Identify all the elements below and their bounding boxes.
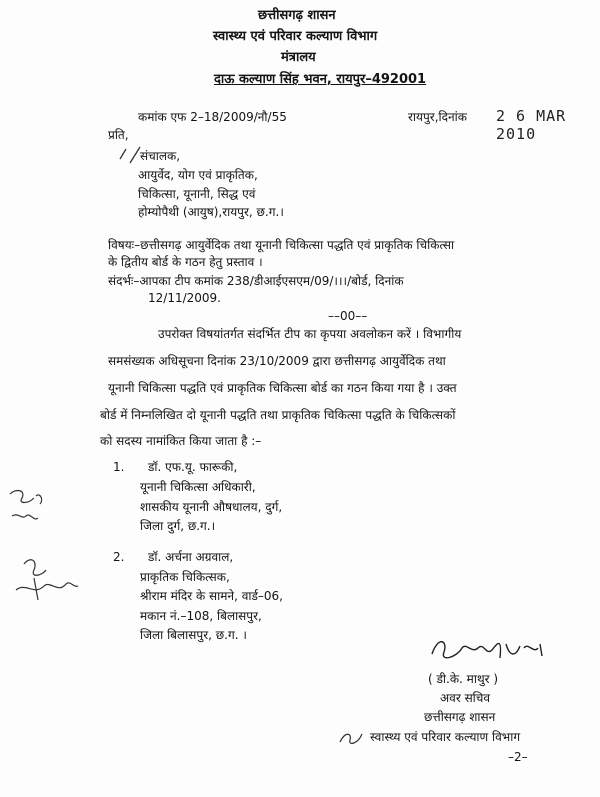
member-number: 2.	[113, 550, 125, 564]
place-date-label: रायपुर,दिनांक	[408, 110, 467, 124]
body-line: उपरोक्त विषयांतर्गत संदर्भित टीप का कृपया अवलोकन करें । विभागीय	[158, 327, 462, 341]
member-line: मकान नं.–108, बिलासपुर,	[140, 609, 262, 623]
recipient-line: होम्योपैथी (आयुष),रायपुर, छ.ग.।	[138, 205, 284, 219]
header-govt: छत्तीसगढ़ शासन	[258, 8, 336, 23]
member-line: श्रीराम मंदिर के सामने, वार्ड–06,	[140, 589, 283, 603]
page-continuation: –2–	[508, 750, 528, 764]
body-line: यूनानी चिकित्सा पद्धति एवं प्राकृतिक चिकित्सा बोर्ड का गठन किया गया है । उक्त	[108, 381, 457, 395]
header-ministry: मंत्रालय	[281, 50, 316, 65]
member-line: डॉ. एफ.यू. फारूकी,	[148, 460, 238, 474]
member-line: शासकीय यूनानी औषधालय, दुर्ग,	[140, 500, 283, 514]
member-line: प्राकृतिक चिकित्सक,	[140, 570, 230, 584]
reference-number: कमांक एफ 2–18/2009/नौ/55	[138, 110, 287, 124]
signatory-name: ( डी.के. माथुर )	[428, 672, 499, 686]
date-stamp: 2 6 MAR 2010	[496, 107, 567, 143]
signatory-designation: अवर सचिव	[440, 691, 491, 705]
subject-line: विषयः–छत्तीसगढ़ आयुर्वेदिक तथा यूनानी चिकित्सा पद्धति एवं प्राकृतिक चिकित्सा	[108, 238, 455, 252]
initial-mark	[338, 726, 368, 748]
member-line: डॉ. अर्चना अग्रवाल,	[148, 550, 234, 564]
prati-label: प्रति,	[108, 128, 129, 142]
recipient-line: संचालक,	[140, 149, 181, 163]
member-line: जिला दुर्ग, छ.ग.।	[140, 519, 216, 533]
member-line: यूनानी चिकित्सा अधिकारी,	[140, 480, 256, 494]
header-department: स्वास्थ्य एवं परिवार कल्याण विभाग	[213, 29, 378, 44]
recipient-line: आयुर्वेद, योग एवं प्राकृतिक,	[138, 168, 258, 182]
margin-handwritten-notes	[4, 486, 84, 616]
reference-line: 12/11/2009.	[148, 291, 221, 305]
body-line: को सदस्य नामांकित किया जाता है :–	[100, 434, 262, 448]
separator: ––00––	[328, 309, 368, 323]
subject-line: के द्वितीय बोर्ड के गठन हेतु प्रस्ताव ।	[108, 255, 263, 269]
reference-line: संदर्भः–आपका टीप कमांक 238/डीआईएसएम/09/।।।/बोर्ड, दिनांक	[108, 274, 404, 288]
member-number: 1.	[113, 460, 125, 474]
member-line: जिला बिलासपुर, छ.ग. ।	[140, 628, 247, 642]
signatory-department: स्वास्थ्य एवं परिवार कल्याण विभाग	[370, 730, 521, 744]
signatory-org: छत्तीसगढ़ शासन	[424, 710, 496, 724]
body-line: समसंख्यक अधिसूचना दिनांक 23/10/2009 द्वारा छत्तीसगढ़ आयुर्वेदिक तथा	[108, 354, 446, 368]
handwritten-signature	[428, 632, 558, 672]
body-line: बोर्ड में निम्नलिखित दो यूनानी पद्धति तथा प्राकृतिक चिकित्सा पद्धति के चिकित्सकों	[100, 408, 456, 422]
header-address: दाऊ कल्याण सिंह भवन, रायपुर–492001	[214, 72, 427, 87]
recipient-line: चिकित्सा, यूनानी, सिद्ध एवं	[138, 187, 256, 201]
